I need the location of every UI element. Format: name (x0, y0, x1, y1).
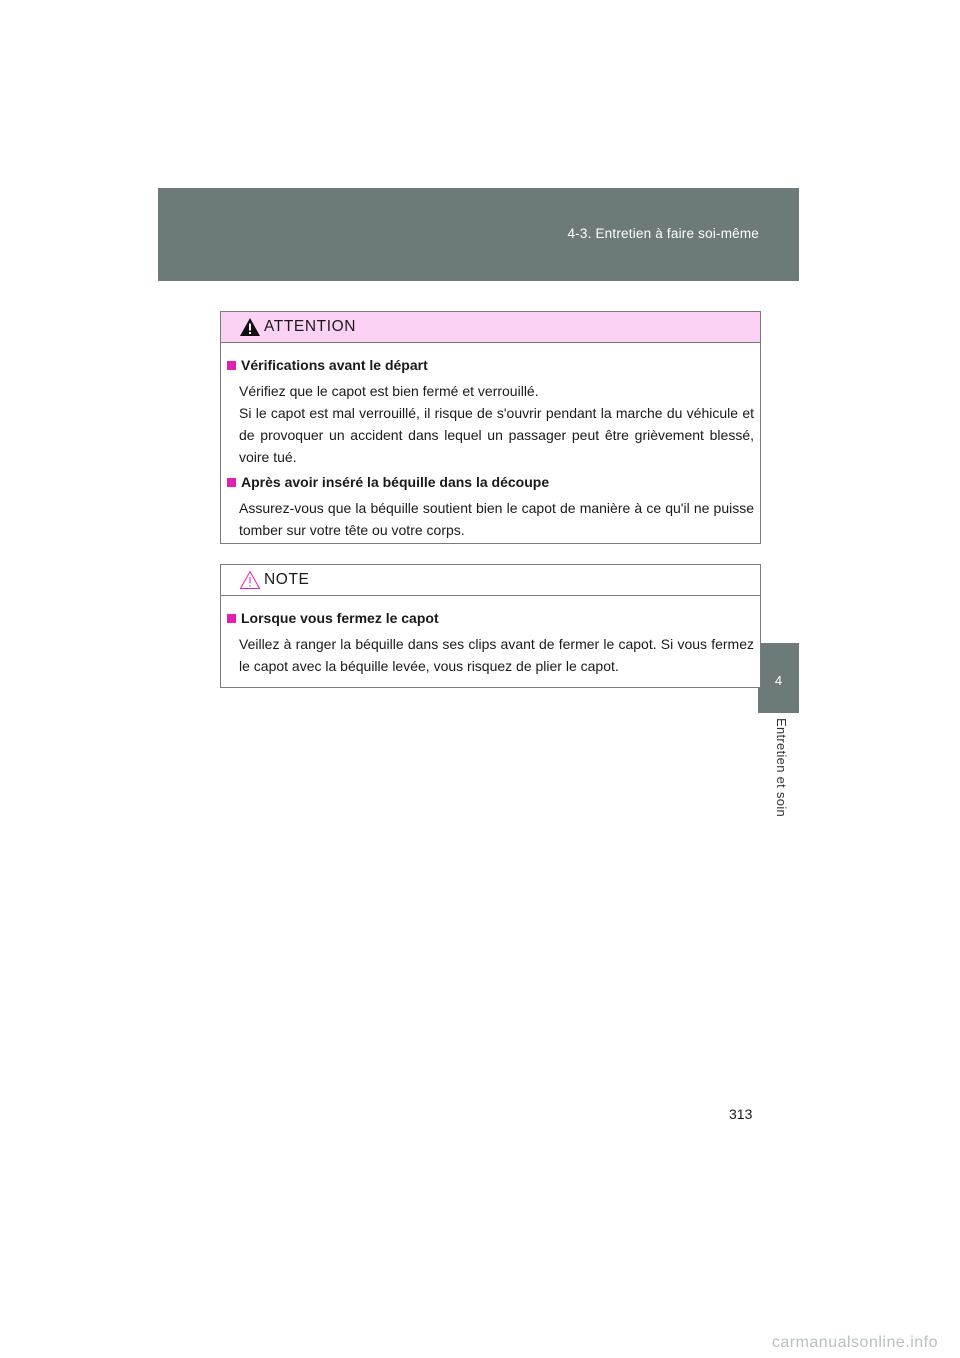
section-header-band (158, 188, 799, 281)
paragraph-line: Vérifiez que le capot est bien fermé et verrouillé. (239, 383, 539, 399)
paragraph-line: Si le capot est mal verrouillé, il risque de s'ouvrir pendant la marche du véhicule et de provoquer un accident dans lequel un passager peut être grièvement blessé, voire tué. (239, 405, 754, 465)
note-title: NOTE (264, 571, 310, 588)
square-bullet-icon (227, 361, 236, 370)
page-number: 313 (729, 1106, 753, 1122)
note-content (221, 596, 760, 677)
note-box (220, 564, 761, 688)
paragraph (239, 497, 754, 541)
square-bullet-icon (227, 478, 236, 487)
note-header (221, 565, 760, 596)
paragraph (239, 380, 754, 468)
attention-content (221, 343, 760, 541)
chapter-label: Entretien et soin (774, 718, 789, 818)
warning-outline-icon (239, 570, 261, 595)
heading-text: Vérifications avant le départ (241, 357, 428, 373)
paragraph-line: Veillez à ranger la béquille dans ses clips avant de fermer le capot. Si vous fermez le capot avec la béquille levée, vous risquez de plier le capot. (239, 636, 754, 674)
attention-header (221, 312, 760, 343)
chapter-tab (758, 643, 799, 713)
heading-text: Lorsque vous fermez le capot (241, 610, 439, 626)
chapter-number: 4 (774, 673, 783, 688)
watermark: carmanualsonline.info (771, 1334, 938, 1351)
warning-filled-icon (239, 317, 261, 342)
section-heading (227, 471, 754, 493)
paragraph (239, 633, 754, 677)
section-title: 4-3. Entretien à faire soi-même (567, 226, 759, 241)
section-heading (227, 354, 754, 376)
attention-box (220, 311, 761, 544)
section-heading (227, 607, 754, 629)
attention-title: ATTENTION (264, 318, 357, 335)
paragraph-line: Assurez-vous que la béquille soutient bien le capot de manière à ce qu'il ne puisse tomber sur votre tête ou votre corps. (239, 500, 754, 538)
square-bullet-icon (227, 614, 236, 623)
heading-text: Après avoir inséré la béquille dans la découpe (241, 474, 550, 490)
